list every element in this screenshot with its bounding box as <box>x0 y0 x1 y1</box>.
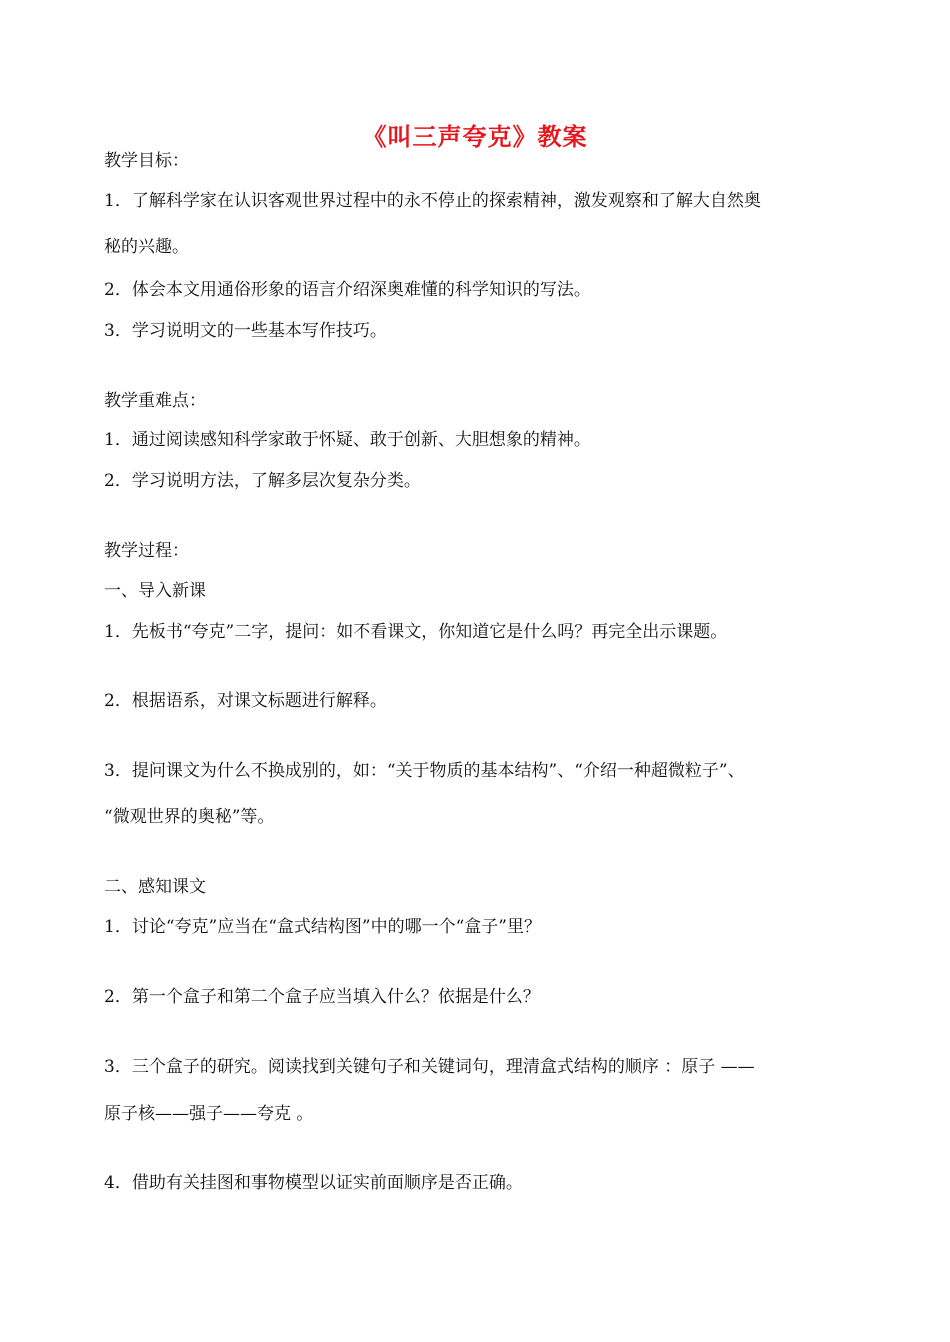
subsection-heading-intro: 一、导入新课 <box>104 581 206 601</box>
section-heading-key-points: 教学重难点： <box>104 391 206 411</box>
objective-3: 3．学习说明文的一些基本写作技巧。 <box>104 321 387 341</box>
reading-step-4: 4．借助有关挂图和事物模型以证实前面顺序是否正确。 <box>104 1173 523 1193</box>
objective-1-line-2: 秘的兴趣。 <box>104 237 189 257</box>
section-heading-process: 教学过程： <box>104 541 189 561</box>
section-heading-objectives: 教学目标： <box>104 151 189 171</box>
reading-step-3-line-1: 3．三个盒子的研究。阅读找到关键句子和关键词句，理清盒式结构的顺序 ：原子 —— <box>104 1057 755 1077</box>
objective-1-line-1: 1．了解科学家在认识客观世界过程中的永不停止的探索精神，激发观察和了解大自然奥 <box>104 191 761 211</box>
objective-2: 2．体会本文用通俗形象的语言介绍深奥难懂的科学知识的写法。 <box>104 280 591 300</box>
intro-step-2: 2．根据语系，对课文标题进行解释。 <box>104 691 387 711</box>
intro-step-3-line-1: 3．提问课文为什么不换成别的，如：“关于物质的基本结构”、“介绍一种超微粒子”、 <box>104 761 745 781</box>
reading-step-2: 2．第一个盒子和第二个盒子应当填入什么？依据是什么？ <box>104 987 540 1007</box>
subsection-heading-reading: 二、感知课文 <box>104 877 206 897</box>
document-title: 《叫三声夸克》教案 <box>362 123 588 151</box>
intro-step-3-line-2: “微观世界的奥秘”等。 <box>104 807 275 827</box>
reading-step-3-line-2: 原子核——强子——夸克 。 <box>104 1104 314 1124</box>
key-point-2: 2．学习说明方法，了解多层次复杂分类。 <box>104 471 421 491</box>
key-point-1: 1．通过阅读感知科学家敢于怀疑、敢于创新、大胆想象的精神。 <box>104 430 591 450</box>
intro-step-1: 1．先板书“夸克”二字，提问：如不看课文，你知道它是什么吗？再完全出示课题。 <box>104 622 728 642</box>
reading-step-1: 1．讨论“夸克”应当在“盒式结构图”中的哪一个“盒子”里？ <box>104 917 541 937</box>
